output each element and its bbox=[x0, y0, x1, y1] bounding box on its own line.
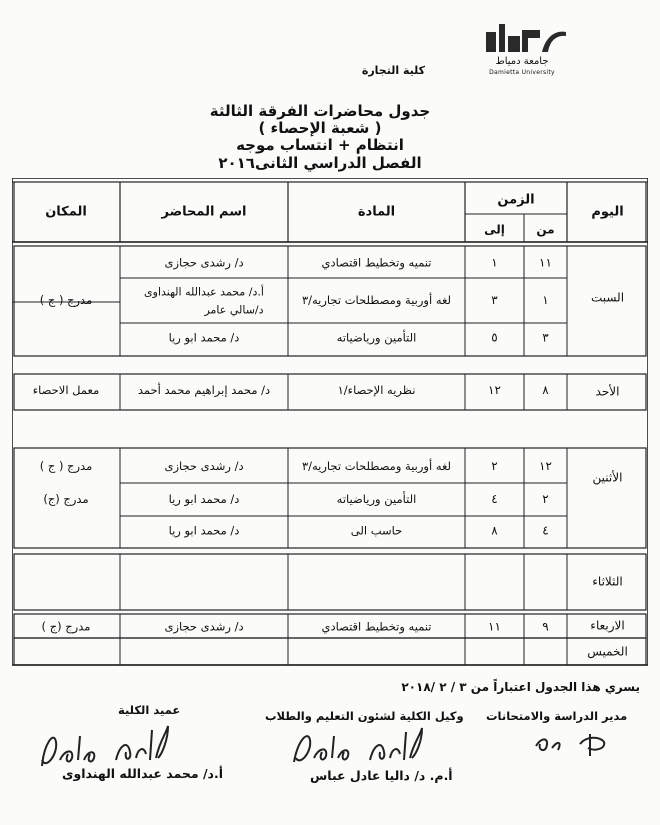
study-mode-title: انتظام + انتساب موجه bbox=[236, 136, 404, 154]
university-logo bbox=[468, 18, 588, 78]
row-to: ٨ bbox=[491, 523, 498, 538]
row-from: ٣ bbox=[542, 330, 549, 345]
header-time: الزمن bbox=[497, 192, 535, 208]
row-from: ١٢ bbox=[539, 459, 552, 473]
day-8: الاربعاء bbox=[590, 618, 625, 633]
day-7: الثلاثاء bbox=[592, 574, 623, 589]
dean-title: عميد الكلية bbox=[118, 703, 181, 717]
row-lecturer: د/ محمد ابو ريا bbox=[168, 523, 240, 538]
day-4: الأثنين bbox=[592, 470, 623, 485]
schedule-title: جدول محاضرات الفرقة الثالثة bbox=[209, 102, 431, 120]
row-place: مدرج (ج) bbox=[43, 492, 89, 506]
row-to: ٢ bbox=[491, 459, 498, 473]
vice-dean-signature bbox=[288, 722, 438, 772]
row-subject: لغه أوربية ومصطلحات تجاريه/٣ bbox=[301, 293, 452, 307]
row-place: مدرج ( ج ) bbox=[39, 459, 93, 473]
row-subject: تنميه وتخطيط اقتصادي bbox=[321, 255, 432, 270]
row-subject: التأمين ورياضياته bbox=[336, 492, 417, 506]
row-lecturer: د/ محمد إبراهيم محمد أحمد bbox=[137, 383, 271, 397]
row-to: ١٢ bbox=[488, 383, 501, 397]
row-to: ١١ bbox=[488, 619, 501, 634]
row-place: مدرج ( ج ) bbox=[39, 293, 93, 307]
row-lecturer: د/ رشدى حجازى bbox=[164, 619, 244, 634]
header-lecturer: اسم المحاضر bbox=[161, 204, 247, 220]
row-lecturer: د/ محمد ابو ريا bbox=[168, 492, 240, 506]
vice-dean-name: أ.م. د/ داليا عادل عباس bbox=[310, 768, 453, 783]
university-name-en: Damietta University bbox=[489, 69, 555, 76]
day-3: الأحد bbox=[595, 384, 620, 399]
department-title: ( شعبة الإحصاء ) bbox=[258, 119, 382, 137]
header-to: إلى bbox=[484, 222, 505, 237]
row-subject: حاسب الى bbox=[350, 523, 403, 538]
row-lecturer: د/ رشدى حجازى bbox=[164, 255, 244, 270]
day-0: السبت bbox=[590, 290, 625, 305]
row-from: ٩ bbox=[542, 619, 549, 634]
row-subject: تنميه وتخطيط اقتصادي bbox=[321, 619, 432, 634]
faculty-name: كلية التجارة bbox=[361, 64, 425, 77]
row-from: ١١ bbox=[539, 255, 552, 270]
university-emblem-icon bbox=[480, 18, 570, 56]
university-name-ar: جامعة دمياط bbox=[495, 56, 549, 67]
row-subject: نظريه الإحصاء/١ bbox=[337, 383, 416, 397]
row-from: ٢ bbox=[542, 492, 549, 506]
row-place: مدرج (ج ) bbox=[41, 619, 91, 634]
row-to: ٤ bbox=[491, 492, 498, 506]
row-lecturer: أ.د/ محمد عبدالله الهنداوى bbox=[144, 285, 264, 299]
row-to: ١ bbox=[491, 255, 498, 270]
schedule-table bbox=[12, 178, 648, 667]
vice-dean-title: وكيل الكلية لشئون التعليم والطلاب bbox=[265, 709, 464, 723]
row-from: ١ bbox=[542, 293, 549, 307]
row-to: ٥ bbox=[491, 330, 498, 345]
semester-title: الفصل الدراسي الثانى٢٠١٦ bbox=[218, 154, 422, 172]
row-place: معمل الاحصاء bbox=[32, 383, 100, 397]
row-from: ٨ bbox=[542, 383, 549, 397]
header-from: من bbox=[536, 222, 555, 237]
day-9: الخميس bbox=[587, 644, 628, 659]
row-lecturer: د/ محمد ابو ريا bbox=[168, 330, 240, 345]
row-subject: لغه أوربية ومصطلحات تجاريه/٣ bbox=[301, 459, 452, 473]
header-place: المكان bbox=[45, 204, 87, 220]
row-from: ٤ bbox=[542, 523, 549, 538]
row-to: ٣ bbox=[491, 293, 498, 307]
row-subject: التأمين ورياضياته bbox=[336, 330, 417, 345]
row-lecturer-2: د/سالي عامر bbox=[204, 303, 264, 317]
dean-name: أ.د/ محمد عبدالله الهنداوى bbox=[62, 766, 224, 781]
registrar-signature bbox=[528, 728, 618, 758]
registrar-title: مدير الدراسة والامتحانات bbox=[486, 709, 628, 723]
header-subject: المادة bbox=[357, 204, 396, 220]
effective-date-note: يسري هذا الجدول اعتباراً من ٣ / ٢ /٢٠١٨ bbox=[401, 680, 640, 694]
row-lecturer: د/ رشدى حجازى bbox=[164, 459, 244, 473]
header-day: اليوم bbox=[591, 204, 624, 220]
